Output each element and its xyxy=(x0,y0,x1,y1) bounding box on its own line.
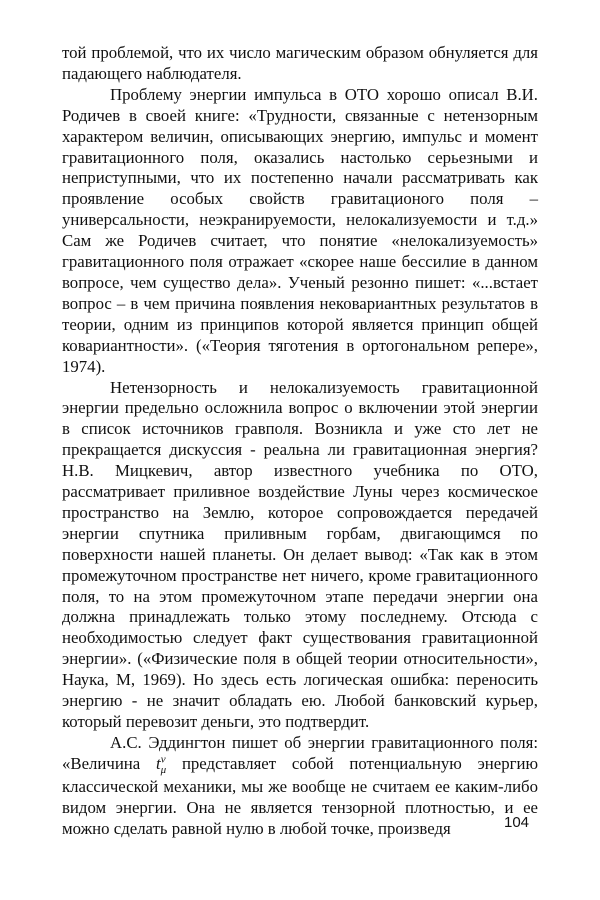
paragraph-4-before: А.С. Эддингтон пишет об энергии гравитационного поля: «Величина xyxy=(62,732,538,773)
paragraph-4 xyxy=(62,733,538,840)
paragraph-1: той проблемой, что их число магическим образом обнуляется для падающего наблюдателя. xyxy=(62,43,538,83)
paragraph-4-after: представляет собой потенциальную энергию классической механики, мы же вообще не считаем ее каким-либо видом энергии. Она не является тензорной плотностью, и ее можно сделать равной нулю в любой точке, произведя xyxy=(62,753,539,838)
paragraph-3: Нетензорность и нелокализуемость гравитационной энергии предельно осложнила вопрос о включении этой энергии в список источников гравполя. Возникла и уже сто лет не прекращается дискуссия - реальна ли гравитационная энергия? Н.В. Мицкевич, автор известного учебника по ОТО, рассматривает приливное воздействие Луны через космическое пространство на Землю, которое сопровождается передачей энергии спутника приливным горбам, двигающимся по поверхности нашей планеты. Он делает вывод: «Так как в этом промежуточном пространстве нет ничего, кроме гравитационного поля, то на этом промежуточном этапе передачи энергии она должна принадлежать только этому последнему. Отсюда с необходимостью следует факт существования гравитационной энергии». («Физические поля в общей теории относительности», Наука, М, 1969). Но здесь есть логическая ошибка: переносить энергию - не значит обладать ею. Любой банковский курьер, который перевозит деньги, это подтвердит. xyxy=(62,377,538,731)
body-text xyxy=(62,43,538,839)
paragraph-2: Проблему энергии импульса в ОТО хорошо описал В.И. Родичев в своей книге: «Трудности, связанные с нетензорным характером величин, описывающих энергию, импульс и момент гравитационного поля, оказались настолько серьезными и неприступными, что их постепенно начали рассматривать как проявление особых свойств гравитационого поля – универсальности, неэкранируемости, нелокализуемости и т.д.» Сам же Родичев считает, что понятие «нелокализуемость» гравитационного поля отражает «скорее наше бессилие в данном вопросе, чем существо дела». Ученый резонно пишет: «...встает вопрос – в чем причина появления нековариантных результатов в теории, одним из принципов которой является принцип общей ковариантности». («Теория тяготения в ортогональном репере», 1974). xyxy=(62,84,538,376)
page-number: 104 xyxy=(504,814,530,831)
math-base: t xyxy=(156,753,161,773)
math-superscript: ν xyxy=(160,753,166,766)
math-expression xyxy=(156,753,167,776)
math-subscript: μ xyxy=(160,763,167,776)
